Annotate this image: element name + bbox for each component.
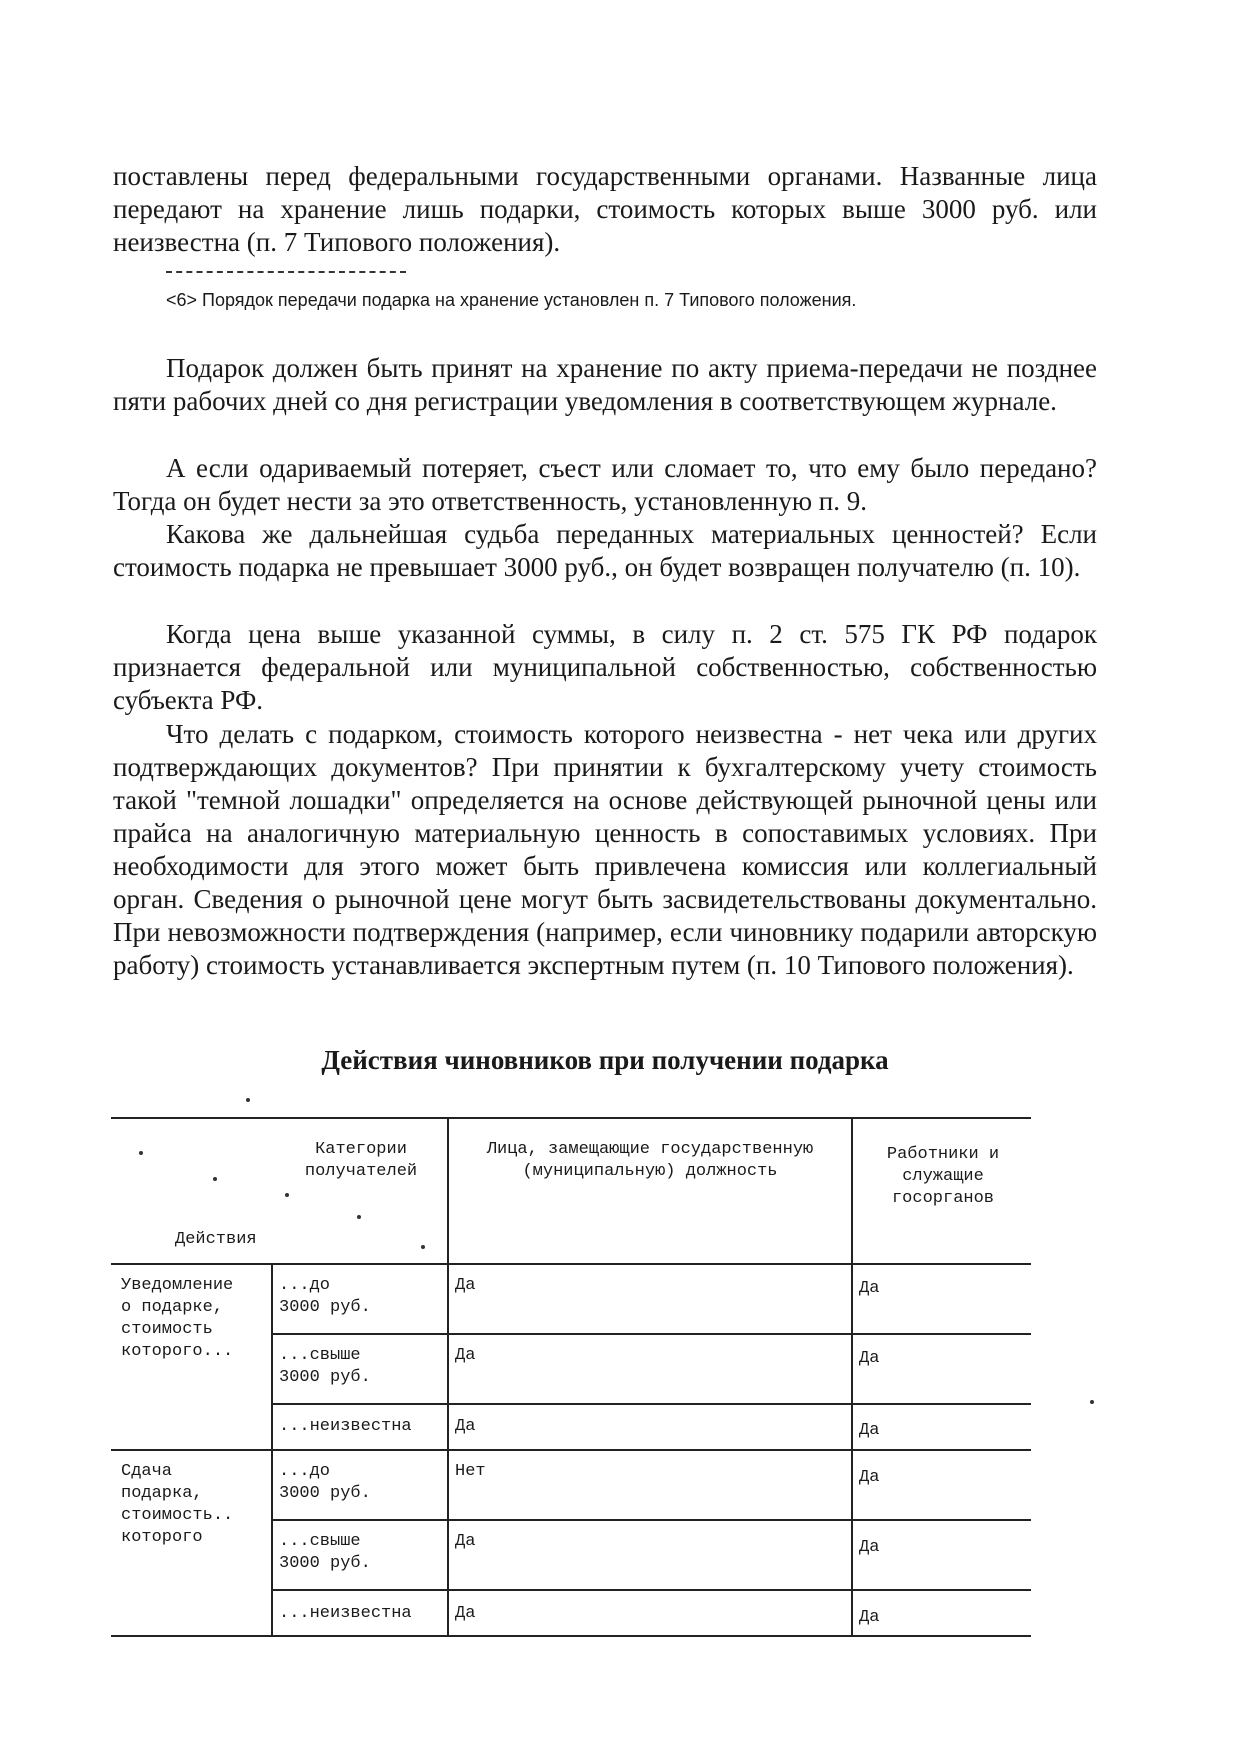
group-label-handover: Сдача подарка, стоимость.. которого (121, 1462, 234, 1547)
row-sub-label: ...свыше 3000 руб. (279, 1346, 371, 1387)
header-officials: Лица, замещающие государственную (муниципальную) должность (486, 1140, 814, 1181)
paragraph-acceptance: Подарок должен быть принят на хранение по акту приема-передачи не позднее пяти рабочих дней со дня регистрации уведомления в соответствующем журнале. (113, 353, 1097, 416)
row-value-officials: Да (455, 1417, 476, 1436)
row-sub-label: ...свыше 3000 руб. (279, 1532, 371, 1573)
table-bottom-border (111, 1635, 1031, 1637)
row-sub-label: ...до 3000 руб. (279, 1462, 371, 1503)
row-value-employees: Да (859, 1538, 880, 1557)
scan-dot (213, 1177, 217, 1181)
scan-dot (285, 1193, 289, 1197)
row-divider (271, 1519, 1031, 1521)
column-divider (447, 1117, 449, 1635)
header-actions: Действия (175, 1230, 257, 1249)
column-divider (851, 1117, 853, 1635)
row-value-officials: Нет (455, 1462, 486, 1481)
group-divider (111, 1449, 1031, 1451)
row-sub-label: ...до 3000 руб. (279, 1276, 371, 1317)
row-value-employees: Да (859, 1608, 880, 1627)
paragraph-continuation: поставлены перед федеральными государственными органами. Названные лица передают на хранение лишь подарки, стоимость которых выше 3000 руб. или неизвестна (п. 7 Типового положения). (113, 161, 1097, 257)
paragraph-return: Какова же дальнейшая судьба переданных материальных ценностей? Если стоимость подарка не превышает 3000 руб., он будет возвращен получателю (п. 10). (113, 519, 1097, 582)
row-divider (271, 1333, 1031, 1335)
row-value-employees: Да (859, 1468, 880, 1487)
paragraph-liability: А если одариваемый потеряет, съест или сломает то, что ему было передано? Тогда он будет нести за это ответственность, установленную п. 9. (113, 453, 1097, 516)
row-value-officials: Да (455, 1276, 476, 1295)
row-value-officials: Да (455, 1346, 476, 1365)
paragraph-ownership: Когда цена выше указанной суммы, в силу п. 2 ст. 575 ГК РФ подарок признается федеральной или муниципальной собственностью, собственностью субъекта РФ. (113, 619, 1097, 715)
group-label-notification: Уведомление о подарке, стоимость которого... (121, 1276, 234, 1361)
row-value-employees: Да (859, 1349, 880, 1368)
row-value-employees: Да (859, 1279, 880, 1298)
scan-dot (357, 1215, 361, 1219)
row-sub-label: ...неизвестна (279, 1417, 412, 1436)
scan-dot (139, 1151, 143, 1155)
footnote-divider (166, 271, 406, 273)
row-divider (271, 1403, 1031, 1405)
row-sub-label: ...неизвестна (279, 1604, 412, 1623)
header-categories: Категории получателей (304, 1140, 418, 1181)
scan-dot (1090, 1400, 1094, 1404)
row-value-officials: Да (455, 1532, 476, 1551)
header-employees: Работники и служащие госорганов (886, 1145, 1000, 1208)
header-bottom-border (111, 1263, 1031, 1265)
scan-dot (246, 1098, 250, 1102)
table-title: Действия чиновников при получении подарка (321, 1045, 889, 1075)
scan-dot (421, 1245, 425, 1249)
row-value-employees: Да (859, 1421, 880, 1440)
footnote: <6> Порядок передачи подарка на хранение установлен п. 7 Типового положения. (166, 290, 857, 310)
column-divider (271, 1263, 273, 1635)
table-top-border (111, 1117, 1031, 1119)
row-divider (271, 1589, 1031, 1591)
paragraph-valuation: Что делать с подарком, стоимость которого неизвестна - нет чека или других подтверждающих документов? При принятии к бухгалтерскому учету стоимость такой "темной лошадки" определяется на основе действующей рыночной цены или прайса на аналогичную материальную ценность в сопоставимых условиях. При необходимости для этого может быть привлечена комиссия или коллегиальный орган. Сведения о рыночной цене могут быть засвидетельствованы документально. При невозможности подтверждения (например, если чиновнику подарили авторскую работу) стоимость устанавливается экспертным путем (п. 10 Типового положения). (113, 719, 1097, 980)
row-value-officials: Да (455, 1604, 476, 1623)
